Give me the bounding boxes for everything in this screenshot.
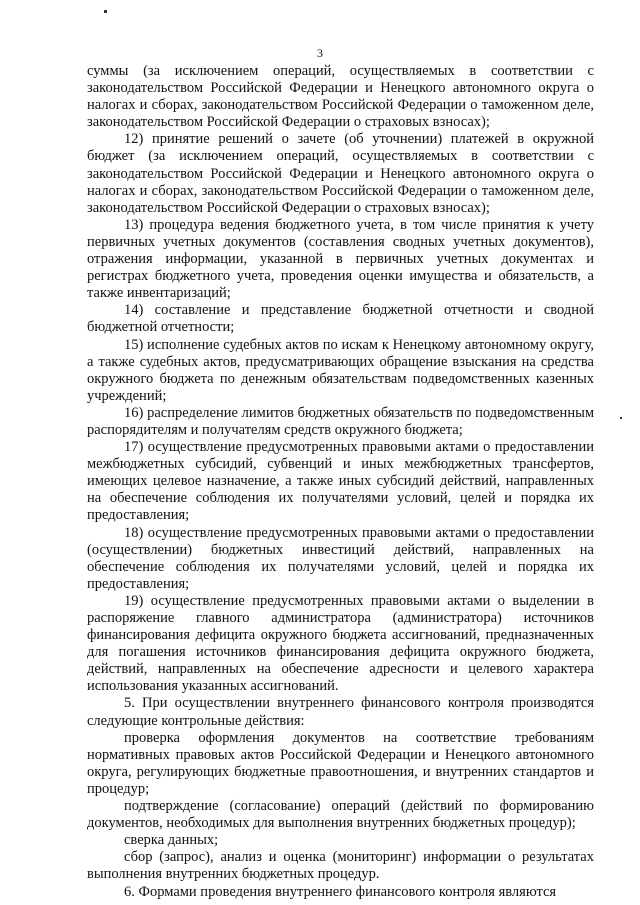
paragraph: 16) распределение лимитов бюджетных обязательств по подведомственным распорядителям и получателям средств окружного бюджета;: [87, 404, 594, 438]
paragraph: 17) осуществление предусмотренных правовыми актами о предоставлении межбюджетных субсидий, субвенций и иных межбюджетных трансфертов, имеющих целевое назначение, а также иных субсидий действий, направленных на обеспечение соблюдения их получателями условий, целей и порядка их предоставления;: [87, 439, 594, 524]
paragraph: 13) процедура ведения бюджетного учета, в том числе принятия к учету первичных учетных документов (составления сводных учетных документов), отражения информации, указанной в первичных учетных документах и регистрах бюджетного учета, проведения оценки имущества и обязательств, а также инвентаризаций;: [87, 216, 594, 302]
page-number: 3: [317, 46, 323, 60]
paragraph: 5. При осуществлении внутреннего финансового контроля производятся следующие контрольные действия:: [87, 695, 594, 729]
document-body: [87, 63, 594, 901]
paragraph: 6. Формами проведения внутреннего финансового контроля являются: [124, 883, 557, 900]
paragraph: 12) принятие решений о зачете (об уточнении) платежей в окружной бюджет (за исключением операций, осуществляемых в соответствии с законодательством Российской Федерации и Ненецкого автономного округа о налогах и сборах, законодательством Российской Федерации о таможенном деле, законодательством Российской Федерации о страховых взносах);: [87, 131, 594, 216]
paragraph: 14) составление и представление бюджетной отчетности и сводной бюджетной отчетности;: [87, 302, 594, 336]
paragraph: 19) осуществление предусмотренных правовыми актами о выделении в распоряжение главного администратора (администратора) источников финансирования дефицита окружного бюджета ассигнований, предназначенных для погашения источников финансирования дефицита окружного бюджета, действий, направленных на обеспечение адресности и целевого характера использования указанных ассигнований.: [87, 592, 594, 695]
paragraph: 18) осуществление предусмотренных правовыми актами о предоставлении (осуществлении) бюджетных инвестиций действий, направленных на обеспечение соблюдения их получателями условий, целей и порядка их предоставления;: [87, 524, 594, 592]
paragraph: проверка оформления документов на соответствие требованиям нормативных правовых актов Российской Федерации и Ненецкого автономного округа, регулирующих бюджетные правоотношения, и внутренних стандартов и процедур;: [87, 729, 594, 797]
paragraph: сбор (запрос), анализ и оценка (мониторинг) информации о результатах выполнения внутренних бюджетных процедур.: [87, 849, 594, 883]
paragraph: 15) исполнение судебных актов по искам к Ненецкому автономному округу, а также судебных актов, предусматривающих обращение взыскания на средства окружного бюджета по денежным обязательствам подведомственных казенных учреждений;: [87, 336, 594, 404]
paragraph: суммы (за исключением операций, осуществляемых в соответствии с законодательством Российской Федерации и Ненецкого автономного округа о налогах и сборах, законодательством Российской Федерации о таможенном деле, законодательством Российской Федерации о страховых взносах);: [87, 63, 594, 131]
scan-speck: [620, 417, 622, 419]
paragraph: подтверждение (согласование) операций (действий по формированию документов, необходимых для выполнения внутренних бюджетных процедур);: [87, 798, 594, 832]
paragraph: сверка данных;: [124, 832, 219, 849]
scan-speck: [104, 10, 107, 13]
